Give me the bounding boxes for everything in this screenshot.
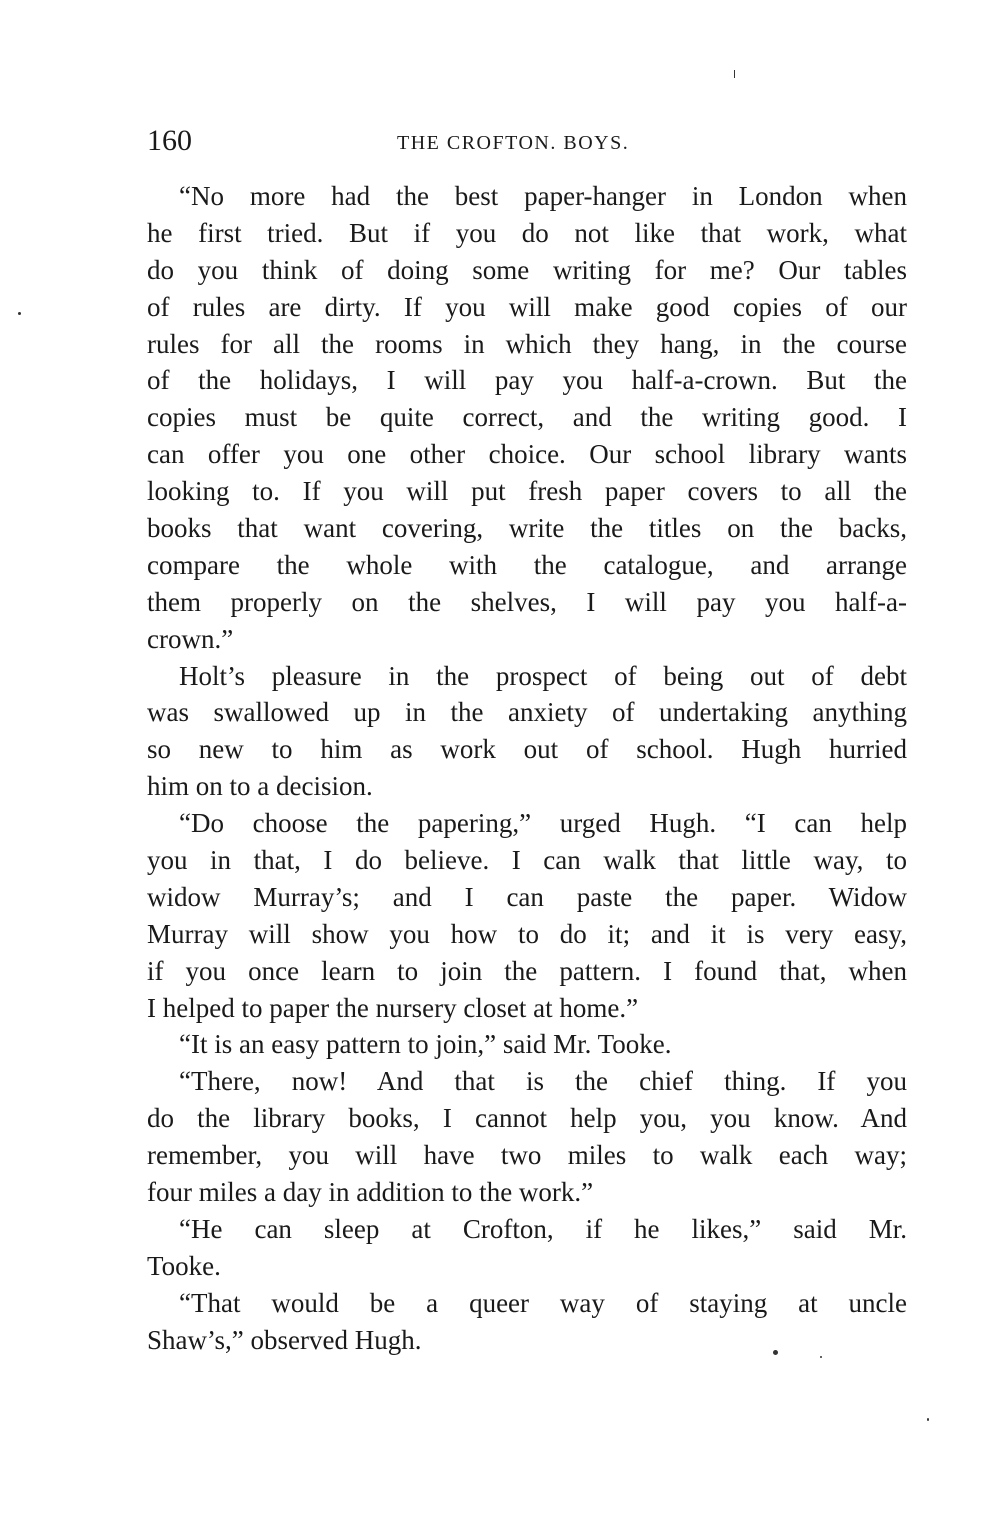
text-line: do you think of doing some writing for me? Our tables — [147, 254, 907, 285]
text-line: do the library books, I cannot help you, you know. And — [147, 1103, 907, 1134]
print-speck — [734, 70, 735, 78]
text-line: him on to a decision. — [147, 771, 373, 802]
body-text — [147, 178, 907, 1359]
print-speck — [773, 1350, 778, 1355]
text-line: books that want covering, write the titles on the backs, — [147, 513, 907, 544]
text-line: “Do choose the papering,” urged Hugh. “I can help — [179, 808, 907, 839]
running-head: THE CROFTON. BOYS. — [397, 132, 630, 154]
text-line: Tooke. — [147, 1250, 221, 1281]
text-line: widow Murray’s; and I can paste the paper. Widow — [147, 881, 907, 912]
page-number: 160 — [147, 124, 192, 157]
text-line: you in that, I do believe. I can walk that little way, to — [147, 845, 907, 876]
text-line: if you once learn to join the pattern. I found that, when — [147, 955, 907, 986]
page-header — [147, 124, 907, 164]
text-line: four miles a day in addition to the work.” — [147, 1177, 594, 1208]
text-line: remember, you will have two miles to walk each way; — [147, 1140, 907, 1171]
text-line: he first tried. But if you do not like that work, what — [147, 217, 907, 248]
text-line: Holt’s pleasure in the prospect of being out of debt — [179, 660, 907, 691]
text-line: can offer you one other choice. Our school library wants — [147, 439, 907, 470]
print-speck — [820, 1356, 822, 1358]
text-line: Shaw’s,” observed Hugh. — [147, 1324, 422, 1355]
text-line: crown.” — [147, 623, 234, 654]
text-line: rules for all the rooms in which they hang, in the course — [147, 328, 907, 359]
text-line: of the holidays, I will pay you half-a-crown. But the — [147, 365, 907, 396]
text-line: “No more had the best paper-hanger in London when — [179, 181, 907, 211]
text-line: compare the whole with the catalogue, and arrange — [147, 549, 907, 580]
text-line: of rules are dirty. If you will make good copies of our — [147, 291, 907, 322]
text-line: “There, now! And that is the chief thing. If you — [179, 1066, 907, 1097]
text-line: so new to him as work out of school. Hugh hurried — [147, 734, 907, 765]
print-speck — [18, 312, 21, 315]
text-line: them properly on the shelves, I will pay you half-a- — [147, 586, 907, 617]
print-speck — [927, 1418, 929, 1421]
text-line: “He can sleep at Crofton, if he likes,” said Mr. — [179, 1213, 907, 1244]
text-line: “That would be a queer way of staying at uncle — [179, 1287, 907, 1318]
text-line: copies must be quite correct, and the writing good. I — [147, 402, 907, 433]
text-line: I helped to paper the nursery closet at home.” — [147, 992, 639, 1023]
text-line: “It is an easy pattern to join,” said Mr. Tooke. — [179, 1029, 672, 1060]
text-line: Murray will show you how to do it; and it is very easy, — [147, 918, 907, 949]
text-line: looking to. If you will put fresh paper covers to all the — [147, 476, 907, 507]
text-line: was swallowed up in the anxiety of undertaking anything — [147, 697, 907, 728]
